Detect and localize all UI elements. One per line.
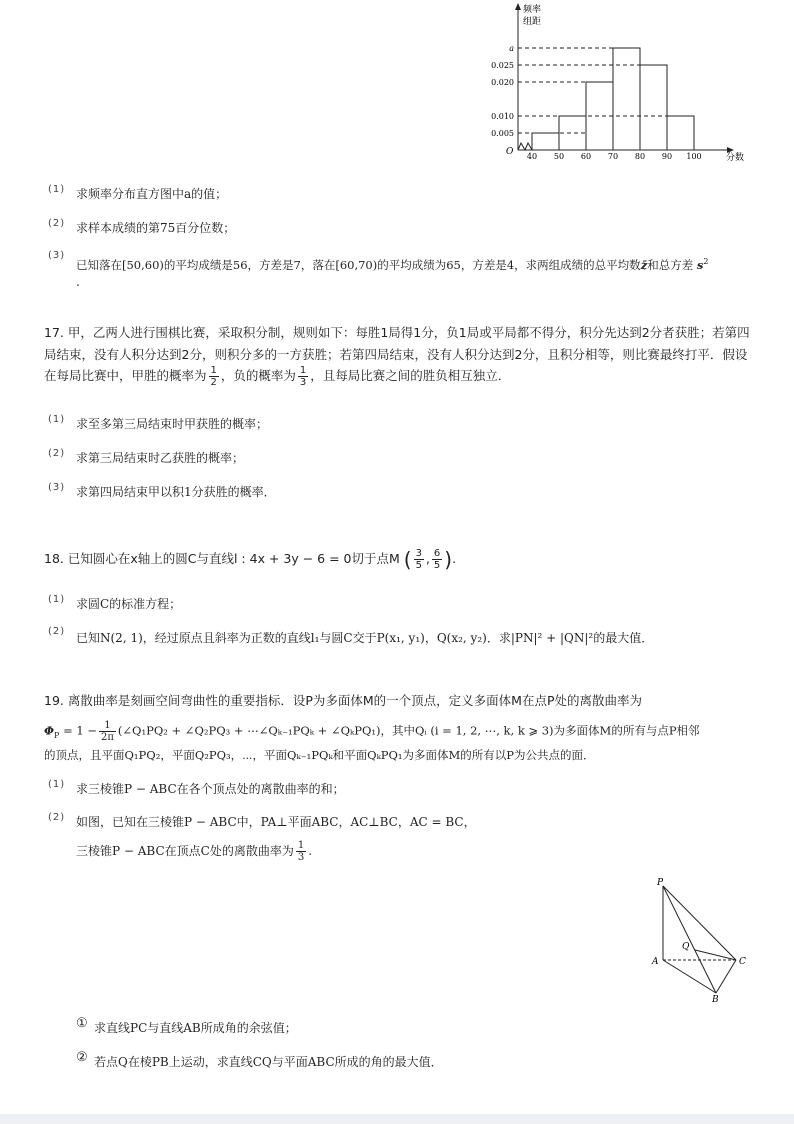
y-title-1: 频率	[523, 5, 542, 15]
s-symbol: s	[696, 257, 704, 272]
s-sup: 2	[703, 257, 709, 266]
sub2-text: 若点Q在棱PB上运动，求直线CQ与平面ABC所成的角的最大值．	[94, 1055, 443, 1069]
x-tick-label-40: 40	[526, 152, 538, 161]
x-tick-label-90: 90	[661, 152, 673, 161]
y-axis-arrow	[515, 3, 521, 10]
y-tick-label-3: 0.020	[491, 78, 514, 87]
q18-m-y: $\frac{6}{5}$	[433, 548, 441, 571]
q16-part3-end: .	[76, 275, 80, 289]
origin-label: O	[506, 147, 514, 157]
q17-part3-text: 求第四局结束甲以积1分获胜的概率．	[76, 485, 276, 499]
y-tick-label-5: 0.005	[491, 129, 514, 138]
q17-part2-text: 求第三局结束时乙获胜的概率；	[76, 451, 245, 465]
label-B: B	[712, 995, 719, 1005]
y-tick-label-2: 0.025	[491, 61, 514, 70]
y-title-2: 组距	[523, 17, 542, 27]
x-tick-label-80: 80	[634, 152, 646, 161]
q18-part1-text: 求圆C的标准方程；	[76, 597, 182, 611]
q17-stem-line-3c: ，且每局比赛之间的胜负相互独立．	[310, 368, 511, 383]
q19-part1-number: (1)	[48, 779, 66, 790]
q16-part2-text: 求样本成绩的第75百分位数；	[76, 221, 236, 235]
q18-paren-left: (	[403, 547, 412, 572]
q17-fraction-lose: $\frac{1}{3}$	[299, 365, 307, 388]
q19-stem-line-1: 19. 离散曲率是刻画空间弯曲性的重要指标．设P为多面体M的一个顶点，定义多面体M在点P处的离散曲率为	[44, 693, 642, 708]
q19-curvature-fraction: $\frac{1}{3}$	[297, 840, 305, 863]
q18-part2-text: 已知N(2, 1)，经过原点且斜率为正数的直线l₁与圆C交于P(x₁, y₁)，Q(x₂, y₂)．求|PN|² + |QN|²的最大值．	[76, 631, 654, 645]
x-tick-label-100: 100	[686, 152, 702, 161]
q19-part2-text-b: 三棱锥P − ABC在顶点C处的离散曲率为	[76, 844, 294, 858]
q16-part1-number: (1)	[48, 184, 66, 195]
label-A: A	[652, 957, 659, 967]
frequency-histogram	[490, 0, 750, 168]
label-Q: Q	[682, 942, 690, 952]
histogram-bar-4	[613, 48, 640, 150]
q18-part2-number: (2)	[48, 626, 66, 637]
label-P: P	[657, 878, 664, 888]
x-tick-label-60: 60	[580, 152, 592, 161]
histogram-bar-5	[640, 65, 667, 150]
segment-CQ	[695, 950, 736, 960]
axis-break	[518, 143, 532, 150]
phi-symbol: Φ	[44, 723, 55, 738]
sub1-text: 求直线PC与直线AB所成角的余弦值；	[94, 1021, 297, 1035]
sub2-marker: ②	[76, 1050, 88, 1065]
phi-rest: (∠Q₁PQ₂ + ∠Q₂PQ₃ + ⋯∠Qₖ₋₁PQₖ + ∠QₖPQ₁)，其中Qᵢ (i = 1, 2, ⋯, k, k ⩾ 3)为多面体M的所有与点P相邻	[117, 723, 700, 738]
q18-m-x: $\frac{3}{5}$	[415, 548, 422, 571]
sub1-marker: ①	[76, 1016, 88, 1031]
q17-stem-line-3a: 在每局比赛中，甲胜的概率为	[44, 368, 207, 383]
x-tick-label-50: 50	[553, 152, 565, 161]
q17-part3-number: (3)	[48, 482, 66, 493]
q16-part3-number: (3)	[48, 250, 66, 261]
edge-BC	[716, 960, 736, 993]
q18-stem: 18. 已知圆心在x轴上的圆C与直线l : 4x + 3y − 6 = 0切于点M	[44, 551, 400, 566]
q17-part1-text: 求至多第三局结束时甲获胜的概率；	[76, 417, 269, 431]
q19-part1-text: 求三棱锥P − ABC在各个顶点处的离散曲率的和；	[76, 782, 345, 796]
q17-fraction-win: $\frac{1}{2}$	[210, 365, 217, 388]
histogram-bar-6	[667, 116, 694, 150]
zbar-symbol: z̄	[640, 257, 648, 272]
q16-part3-text-b: 和总方差	[647, 257, 694, 272]
q19-part2-end: .	[308, 844, 313, 858]
page-footer-band	[0, 1114, 794, 1124]
histogram-bar-1	[532, 133, 559, 150]
q19-stem-line-3: 的顶点，且平面Q₁PQ₂，平面Q₂PQ₃，⋯，平面Qₖ₋₁PQₖ和平面QₖPQ₁为多面体M的所有以P为公共点的面．	[44, 748, 595, 762]
q18-part1-number: (1)	[48, 594, 66, 605]
pyramid-figure	[648, 876, 758, 1006]
x-tick-label-70: 70	[607, 152, 619, 161]
q17-stem-line-2: 局结束，没有人积分达到2分，则积分多的一方获胜；若第四局结束，没有人积分达到2分，且积分相等，则比赛最终打平．假设	[44, 347, 748, 362]
y-tick-label-4: 0.010	[491, 112, 514, 121]
q19-part2-text-a: 如图，已知在三棱锥P − ABC中，PA⊥平面ABC，AC⊥BC，AC = BC，	[76, 815, 476, 829]
q17-part2-number: (2)	[48, 448, 66, 459]
q18-paren-right: )	[444, 547, 453, 572]
y-tick-label-1: a	[509, 44, 514, 53]
phi-sub: P	[54, 730, 60, 740]
edge-PC	[663, 886, 736, 960]
q16-part2-number: (2)	[48, 218, 66, 229]
q19-part2-number: (2)	[48, 812, 66, 823]
q17-stem-line-1: 17. 甲，乙两人进行围棋比赛，采取积分制，规则如下：每胜1局得1分，负1局或平局都不得分，积分先达到2分者获胜；若第四	[44, 325, 750, 340]
q17-stem-line-3b: ，负的概率为	[220, 368, 296, 383]
label-C: C	[739, 957, 746, 967]
q17-part1-number: (1)	[48, 414, 66, 425]
q18-stem-end: .	[452, 551, 457, 566]
phi-eq: = 1 −	[59, 723, 97, 738]
phi-fraction: $\frac{1}{2\pi}$	[100, 720, 114, 743]
q16-part1-text: 求频率分布直方图中a的值；	[76, 187, 228, 201]
x-title: 分数	[726, 153, 745, 163]
q16-part3-text-a: 已知落在[50,60)的平均成绩是56，方差是7，落在[60,70)的平均成绩为65，方差是4，求两组成绩的总平均数	[76, 257, 641, 272]
